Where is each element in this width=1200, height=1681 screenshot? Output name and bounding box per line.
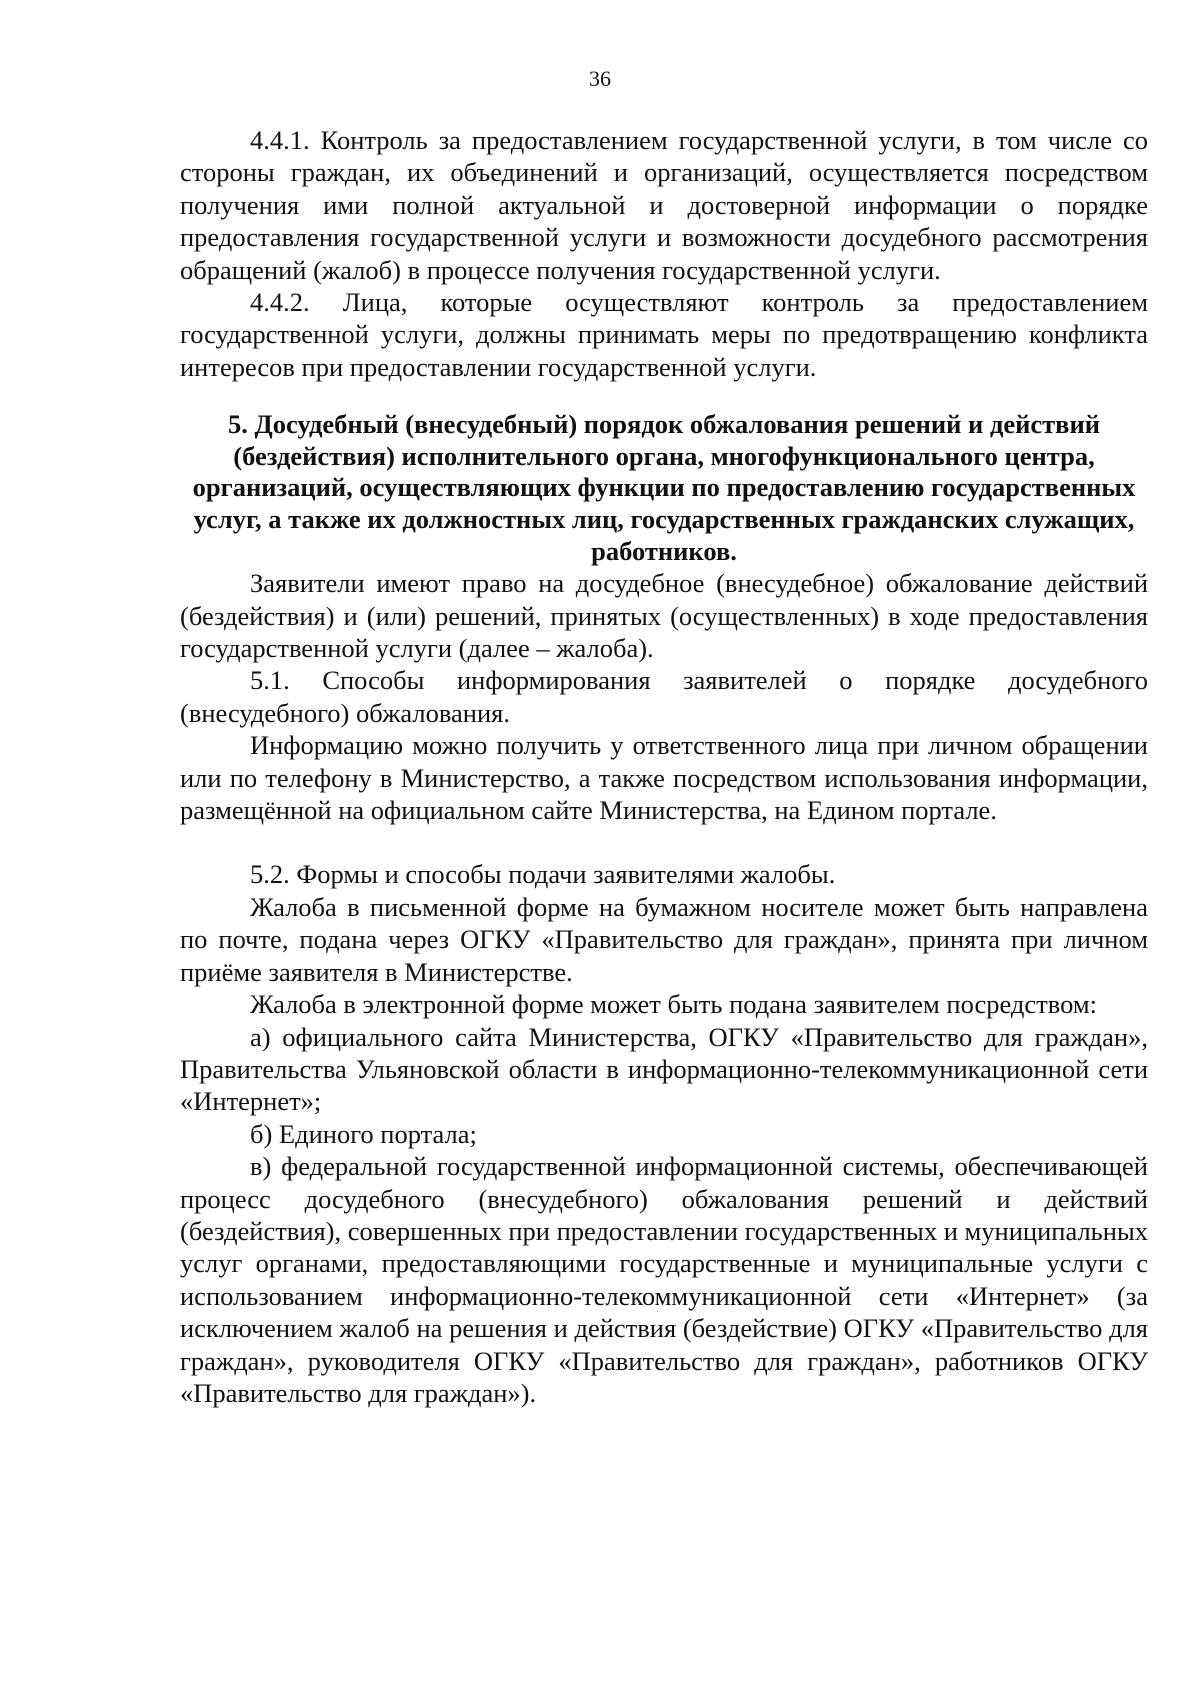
paragraph-electronic-complaint: Жалоба в электронной форме может быть подана заявителем посредством: [250,989,1097,1020]
paragraph-paper-complaint: Жалоба в письменной форме на бумажном носителе может быть направлена по почте, подана через ОГКУ «Правительство для граждан», принята при личном приёме заявителя в Министерстве. [180,891,1148,987]
paragraph-information: Информацию можно получить у ответственного лица при личном обращении или по телефону в Министерство, а также посредством использования информации, размещённой на официальном сайте Министерства, на Едином портале. [180,730,1148,826]
list-item-b: б) Единого портала; [250,1118,477,1149]
paragraph-4-4-2: 4.4.2. Лица, которые осуществляют контроль за предоставлением государственной услуги, должны принимать меры по предотвращению конфликта интересов при предоставлении государственной услуги. [180,287,1148,382]
list-item-v: в) федеральной государственной информационной системы, обеспечивающей процесс досудебного (внесудебного) обжалования решений и действий (бездействия), совершенных при предоставлении государственных и муниципальных услуг органами, предоставляющими государственные и муниципальные услуги с использованием информационно-телекоммуникационной сети «Интернет» (за исключением жалоб на решения и действия (бездействие) ОГКУ «Правительство для граждан», руководителя ОГКУ «Правительство для граждан», работников ОГКУ «Правительство для граждан»). [180,1151,1148,1408]
document-body [180,124,1148,1409]
page-number: 36 [589,66,611,91]
paragraph-5-2: 5.2. Формы и способы подачи заявителями жалобы. [250,859,836,890]
paragraph-4-4-1: 4.4.1. Контроль за предоставлением государственной услуги, в том числе со стороны граждан, их объединений и организаций, осуществляется посредством получения ими полной актуальной и достоверной информации о порядке предоставления государственной услуги и возможности досудебного рассмотрения обращений (жалоб) в процессе получения государственной услуги. [180,125,1148,285]
paragraph-applicants-right: Заявители имеют право на досудебное (внесудебное) обжалование действий (бездействия) и (или) решений, принятых (осуществленных) в ходе предоставления государственной услуги (далее – жалоба). [180,568,1148,664]
paragraph-5-1: 5.1. Способы информирования заявителей о порядке досудебного (внесудебного) обжалования. [180,665,1148,728]
section-5-heading: 5. Досудебный (внесудебный) порядок обжалования решений и действий (бездействия) исполнительного органа, многофункционального центра, организаций, осуществляющих функции по предоставлению государственных услуг, а также их должностных лиц, государственных гражданских служащих, работников. [192,409,1136,566]
list-item-a: а) официального сайта Министерства, ОГКУ «Правительство для граждан», Правительства Ульяновской области в информационно-телекоммуникационной сети «Интернет»; [180,1021,1148,1117]
